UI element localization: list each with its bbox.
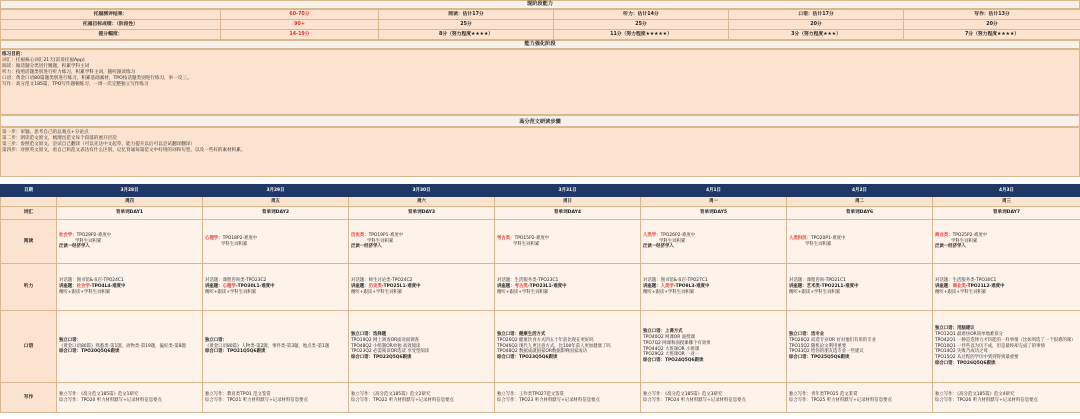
header-date: 3月31日 bbox=[495, 185, 641, 197]
vocab-cell: 背单词DAY1 bbox=[57, 207, 203, 220]
writing-line: 独立写作：青年类TPO25 范文鉴赏 bbox=[789, 391, 858, 397]
speaking-line: TPO15Q2 随机论文利用重要 bbox=[789, 343, 847, 349]
reading-subject: 人类学： bbox=[643, 232, 661, 238]
weekday-row bbox=[1, 197, 1080, 207]
text-line: 第二步：朗读范文原文，梳理出范文每个段落的展开层次 bbox=[2, 136, 117, 142]
reading-note: 学科生词积累 bbox=[513, 241, 540, 247]
speaking-line: TPO10Q1 一件些以为历不成，但是最终却完成了的事情 bbox=[935, 343, 1045, 349]
schedule-row-speaking bbox=[1, 311, 1080, 383]
reading-subject: 考古类： bbox=[497, 235, 515, 241]
ability-cell-speaking: 3分（努力程度★★★） bbox=[729, 30, 904, 40]
reading-note: 学科生词积累 bbox=[221, 241, 248, 247]
speaking-cell bbox=[203, 311, 349, 383]
writing-cell bbox=[641, 383, 787, 413]
speaking-line: TPO48Q2 数据成就国家OR数据影响国家成功 bbox=[497, 349, 587, 355]
weekday-cell: 周三 bbox=[933, 197, 1080, 207]
text-line: 阅读：做适题分类进行精题，积累学科主词 bbox=[2, 64, 90, 70]
ability-cell-listening: 听力：估计14分 bbox=[554, 10, 729, 20]
text-line: 口语：黄金口语80篇题类别进行练习，积累基础素材，TPO按话题类别进行练习，举一反三。 bbox=[2, 76, 192, 82]
text-line: 第三步：参照范文原文，尝试自己翻译（可以先达中文起草，能力提升以后可以尝试翻译翻译） bbox=[2, 142, 195, 148]
row-label-reading: 阅读 bbox=[1, 220, 57, 264]
ability-cell-writing: 7分（努力程度★★★★） bbox=[904, 30, 1080, 40]
writing-line: 综合写作：TPO26 听力材料默写+记录材料信息要点 bbox=[935, 397, 1038, 403]
speaking-line: TPO48Q2 小组制OR单独 高效阅读 bbox=[351, 343, 421, 349]
writing-line: 独立写作：工作类TPO27范文鉴赏 bbox=[497, 391, 565, 397]
speaking-cell bbox=[495, 311, 641, 383]
reading-passage: TPO29P2-难度中 bbox=[76, 232, 112, 238]
lecture-passage: -TPO21L2-难度中 bbox=[965, 284, 1005, 290]
lecture-subject: 商业类 bbox=[952, 284, 966, 290]
text-line: 第一步：审题。思考自己的总观点+分论点 bbox=[2, 130, 89, 135]
current-ability-table bbox=[0, 9, 1080, 40]
lecture-label: 讲座题： bbox=[643, 284, 661, 290]
ability-cell-reading: 8分（努力程度★★★★） bbox=[379, 30, 554, 40]
listening-conversation: 对话题：生活服务类-TPO23C1 bbox=[497, 278, 559, 284]
speaking-line: 《黄金口语80篇》熟悉类-第1题，动物类-第19题，偏好类-第8题 bbox=[59, 343, 186, 349]
writing-cell bbox=[787, 383, 933, 413]
weekday-cell: 周五 bbox=[203, 197, 349, 207]
ability-cell-total: 14-19分 bbox=[221, 30, 379, 40]
lecture-label: 讲座题： bbox=[935, 284, 953, 290]
row-label-speaking: 口语 bbox=[1, 311, 57, 383]
writing-cell bbox=[203, 383, 349, 413]
ability-cell-reading: 阅读：估计17分 bbox=[379, 10, 554, 20]
speaking-line: TPO14Q2 失败乃成功之母 bbox=[935, 349, 988, 355]
vocab-cell: 背单词DAY4 bbox=[495, 207, 641, 220]
text-line: 写作：高分范文185篇，TPO写作题顿练习，一周一次完整独立写作练习 bbox=[2, 82, 149, 88]
speaking-line: 独立口语：选择题 bbox=[351, 332, 387, 338]
speaking-line: 独立口语：健康生活方式 bbox=[497, 332, 546, 338]
header-date: 3月30日 bbox=[349, 185, 495, 197]
reading-subject: 历史类： bbox=[351, 232, 369, 238]
schedule-row-vocab bbox=[1, 207, 1080, 220]
lecture-passage: -TPO9L3-难度中 bbox=[673, 284, 710, 290]
reading-note: 学科生词积累 bbox=[805, 241, 832, 247]
ability-row bbox=[1, 10, 1080, 20]
row-label-vocab: 词汇 bbox=[1, 207, 57, 220]
reading-note: 学科生词积累 bbox=[367, 238, 394, 244]
speaking-line: TPO23Q2 必需阅读OR选读 享受型阅读 bbox=[351, 349, 430, 355]
essay-steps-text bbox=[0, 127, 1080, 177]
listening-cell bbox=[933, 264, 1080, 311]
listening-conversation: 对话题：图书馆&书店-TPO27C1 bbox=[643, 278, 708, 284]
ability-cell-reading: 25分 bbox=[379, 20, 554, 30]
speaking-line: 综合口语：TPO22Q5Q6跟读 bbox=[351, 355, 412, 361]
speaking-line: TPO26Q2 健康饮食方式四五十年前比现在更好吗 bbox=[497, 337, 594, 343]
listening-conversation: 对话题：图书馆&书店-TPO24C1 bbox=[59, 278, 124, 284]
listening-note: 精听+跟读+学科生词积累 bbox=[789, 289, 841, 295]
reading-cell bbox=[933, 220, 1080, 264]
weekly-schedule-table bbox=[0, 184, 1080, 413]
header-date-label: 日期 bbox=[1, 185, 57, 197]
speaking-line: 综合口语：TPO20Q5Q6跟读 bbox=[59, 349, 120, 355]
ability-cell-listening: 25分 bbox=[554, 20, 729, 30]
listening-note: 精听+跟读+学科生词积累 bbox=[935, 289, 987, 295]
writing-cell bbox=[495, 383, 641, 413]
essay-steps-title: 高分范文研读步骤 bbox=[0, 115, 1080, 127]
speaking-line: 综合口语：TPO25Q5Q6跟读 bbox=[789, 355, 850, 361]
speaking-line: TPO40Q2 网课OR 面授课 bbox=[643, 335, 695, 341]
ability-row bbox=[1, 20, 1080, 30]
schedule-row-writing bbox=[1, 383, 1080, 413]
reading-cell bbox=[57, 220, 203, 264]
vocab-cell: 背单词DAY5 bbox=[641, 207, 787, 220]
reading-passage: TPO20P1-难度中 bbox=[810, 235, 846, 241]
speaking-line: 《黄金口语80篇》人物类-第2题，事件类-第3题，地点类-第1题 bbox=[205, 343, 330, 349]
row-label-writing: 写作 bbox=[1, 383, 57, 413]
weekday-cell: 周四 bbox=[57, 197, 203, 207]
listening-conversation: 对话题：师生讨论类-TPO24C2 bbox=[351, 278, 413, 284]
speaking-line: TPO26Q2 而选专业OR 好对他们有用的专业 bbox=[789, 337, 876, 343]
writing-cell bbox=[57, 383, 203, 413]
reading-cell bbox=[349, 220, 495, 264]
ability-cell-label: 提分幅度： bbox=[1, 30, 221, 40]
reading-cell bbox=[641, 220, 787, 264]
listening-conversation: 对话题：课程咨询-TPO21C1 bbox=[789, 278, 846, 284]
lecture-label: 讲座题： bbox=[59, 284, 77, 290]
reading-passage: TPO25P2-难度中 bbox=[952, 232, 988, 238]
ability-cell-label: 托福目标成绩：（阶段性） bbox=[1, 20, 221, 30]
speaking-line: TPO15Q2 从过程的学历中到到得到最重要 bbox=[935, 355, 1019, 361]
listening-cell bbox=[787, 264, 933, 311]
speaking-line: TPO33Q2 给你的朋友选专业一些建议 bbox=[789, 349, 864, 355]
speaking-line: 综合口语：TPO26Q5Q6跟读 bbox=[935, 360, 996, 366]
lecture-label: 讲座题： bbox=[205, 284, 223, 290]
text-line: 词汇：托福核心词汇21天(雷哥托福App) bbox=[2, 58, 85, 64]
speaking-line: 综合口语：TPO24Q5Q6跟读 bbox=[643, 357, 704, 363]
listening-note: 精听+跟读+学科生词积累 bbox=[497, 289, 549, 295]
speaking-cell bbox=[57, 311, 203, 383]
writing-line: 独立写作：《高分范文185篇》范文4研究 bbox=[935, 391, 1015, 397]
ability-cell-total: 90+ bbox=[221, 20, 379, 30]
ability-cell-listening: 11分（努力程度★★★★★） bbox=[554, 30, 729, 40]
speaking-line: 独立口语： bbox=[205, 337, 227, 343]
ability-cell-label: 托福测评结果： bbox=[1, 10, 221, 20]
writing-cell bbox=[349, 383, 495, 413]
reading-extra: 泛读一经济学入 bbox=[935, 244, 966, 250]
listening-cell bbox=[641, 264, 787, 311]
ability-cell-total: 60-70分 bbox=[221, 10, 379, 20]
lecture-passage: -TPO25L1-难度中 bbox=[381, 284, 421, 290]
speaking-line: TPO19Q2 网上调查OR面对面调查 bbox=[351, 337, 420, 343]
schedule-row-listening bbox=[1, 264, 1080, 311]
writing-line: 综合写作：TPO24 听力材料默写+记录材料信息要点 bbox=[643, 397, 746, 403]
listening-conversation: 对话题：生活服务类-TPO30C1 bbox=[935, 278, 997, 284]
speaking-line: 综合口语：TPO21Q5Q6跟读 bbox=[205, 349, 266, 355]
speaking-line: TPO7Q2 网课和面授课哪个有效果 bbox=[643, 340, 711, 346]
writing-line: 独立写作：《高分范文185篇》范文2研究 bbox=[351, 391, 431, 397]
current-ability-title: 现阶段能力 bbox=[0, 0, 1080, 9]
listening-note: 精听+跟读+学科生词积累 bbox=[59, 289, 111, 295]
listening-cell bbox=[203, 264, 349, 311]
listening-note: 精听+跟读+学科生词积累 bbox=[643, 289, 695, 295]
improve-stage-title: 能力强化阶段 bbox=[0, 40, 1080, 49]
weekday-cell: 周一 bbox=[641, 197, 787, 207]
lecture-label: 讲座题： bbox=[497, 284, 515, 290]
ability-cell-writing: 写作：估计13分 bbox=[904, 10, 1080, 20]
reading-subject: 社会学： bbox=[59, 232, 77, 238]
weekday-cell: 周日 bbox=[495, 197, 641, 207]
speaking-line: 独立口语：用脑建议 bbox=[935, 326, 975, 332]
text-line: 听力：按照话题类别进行听力练习，积累学科主词，随听跟读练习 bbox=[2, 70, 136, 76]
reading-extra: 泛读一经济学入 bbox=[59, 244, 90, 250]
reading-extra: 泛读一经济学入 bbox=[351, 244, 382, 250]
header-date: 4月1日 bbox=[641, 185, 787, 197]
writing-line: 独立写作：《高分范文185篇》范文1研究 bbox=[59, 391, 139, 397]
speaking-cell bbox=[933, 311, 1080, 383]
reading-note: 学科生词积累 bbox=[659, 238, 686, 244]
lecture-subject: 人类学 bbox=[660, 284, 674, 290]
vocab-cell: 背单词DAY2 bbox=[203, 207, 349, 220]
ability-cell-speaking: 口语：估计17分 bbox=[729, 10, 904, 20]
writing-line: 独立写作：《高分范文185篇》范文3研究 bbox=[643, 391, 723, 397]
header-date: 3月28日 bbox=[57, 185, 203, 197]
writing-line: 综合写作：TPO21 听力材料默写+记录材料信息要点 bbox=[205, 397, 308, 403]
lecture-label: 讲座题： bbox=[789, 284, 807, 290]
lecture-subject: 社会学 bbox=[76, 284, 90, 290]
listening-note: 精听+跟读+学科生词积累 bbox=[351, 289, 403, 295]
text-line: 练习目的： bbox=[2, 52, 25, 57]
writing-line: 独立写作：教育类TPO1 范文鉴赏 bbox=[205, 391, 271, 397]
schedule-row-reading bbox=[1, 220, 1080, 264]
writing-line: 综合写作：TPO23 听力材料默写+记录材料信息要点 bbox=[497, 397, 600, 403]
ability-row bbox=[1, 30, 1080, 40]
reading-note: 学科生词积累 bbox=[75, 238, 102, 244]
speaking-line: 综合口语：TPO23Q5Q6跟读 bbox=[497, 355, 558, 361]
reading-extra: 泛读一经济学入 bbox=[643, 244, 674, 250]
ability-cell-speaking: 20分 bbox=[729, 20, 904, 30]
speaking-line: TPO44Q2 大班课OR 小班课 bbox=[643, 346, 700, 352]
listening-note: 精听+跟读+学科生词积累 bbox=[205, 289, 257, 295]
reading-passage: TPO26P2-难度中 bbox=[660, 232, 696, 238]
lecture-subject: 考古类 bbox=[514, 284, 528, 290]
weekday-cell: 周二 bbox=[787, 197, 933, 207]
reading-cell bbox=[495, 220, 641, 264]
reading-passage: TPO18P2-难度中 bbox=[222, 235, 258, 241]
speaking-cell bbox=[641, 311, 787, 383]
text-line: 第四步：对照英文原文，看自己和范文表达有什么区别，记忆背诵每篇范文中好用的词和句型，以及一些好的素材积累。 bbox=[2, 148, 246, 154]
reading-note: 学科生词积累 bbox=[951, 238, 978, 244]
header-date: 4月3日 bbox=[933, 185, 1080, 197]
weekday-cell: 周六 bbox=[349, 197, 495, 207]
weekday-blank bbox=[1, 197, 57, 207]
lecture-label: 讲座题： bbox=[351, 284, 369, 290]
vocab-cell: 背单词DAY6 bbox=[787, 207, 933, 220]
vocab-cell: 背单词DAY3 bbox=[349, 207, 495, 220]
reading-cell bbox=[203, 220, 349, 264]
header-date: 3月29日 bbox=[203, 185, 349, 197]
writing-line: 综合写作：TPO25 听力材料默写+记录材料信息要点 bbox=[789, 397, 892, 403]
listening-cell bbox=[57, 264, 203, 311]
reading-cell bbox=[787, 220, 933, 264]
listening-cell bbox=[495, 264, 641, 311]
listening-cell bbox=[349, 264, 495, 311]
reading-subject: 心理学： bbox=[205, 235, 223, 241]
row-label-listening: 听力 bbox=[1, 264, 57, 311]
speaking-line: 独立口语：选专业 bbox=[789, 332, 825, 338]
speaking-line: TPO29Q2 大班课OR 一对一 bbox=[643, 352, 700, 358]
ability-cell-writing: 20分 bbox=[904, 20, 1080, 30]
reading-subject: 商业类： bbox=[935, 232, 953, 238]
speaking-line: TPO46Q2 现代人更注意方式，比100年前人更加健康了吗 bbox=[497, 343, 611, 349]
lecture-passage: -TPO23L1-难度中 bbox=[527, 284, 567, 290]
reading-subject: 人类科技： bbox=[789, 235, 811, 241]
speaking-cell bbox=[349, 311, 495, 383]
listening-conversation: 对话题：课程咨询类-TPO23C2 bbox=[205, 278, 267, 284]
reading-passage: TPO19P1-难度中 bbox=[368, 232, 404, 238]
lecture-passage: 艺术类-TPO22L1-难度中 bbox=[806, 284, 859, 290]
lecture-passage: -TPO4L4-难度中 bbox=[89, 284, 126, 290]
speaking-line: 独立口语： bbox=[59, 337, 81, 343]
speaking-line: TPO42Q1 一种是选择力才均能的一样事情（比如周选了一个很难的课） bbox=[935, 337, 1076, 343]
vocab-cell: 背单词DAY7 bbox=[933, 207, 1080, 220]
improve-stage-text bbox=[0, 49, 1080, 115]
lecture-subject: 心理学 bbox=[222, 284, 236, 290]
header-date: 4月2日 bbox=[787, 185, 933, 197]
speaking-cell bbox=[787, 311, 933, 383]
speaking-line: TPO12Q1 最难快OR简单地难似分 bbox=[935, 332, 1004, 338]
speaking-line: 独立口语：上课方式 bbox=[643, 329, 683, 335]
lecture-passage: -TPO30L1-难度中 bbox=[235, 284, 275, 290]
reading-passage: TPO15P2-难度中 bbox=[514, 235, 550, 241]
writing-line: 综合写作：TPO20 听力材料默写+记录材料信息要点 bbox=[59, 397, 162, 403]
writing-cell bbox=[933, 383, 1080, 413]
writing-line: 综合写作：TPO22 听力材料默写+记录材料信息要点 bbox=[351, 397, 454, 403]
lecture-subject: 历史类 bbox=[368, 284, 382, 290]
